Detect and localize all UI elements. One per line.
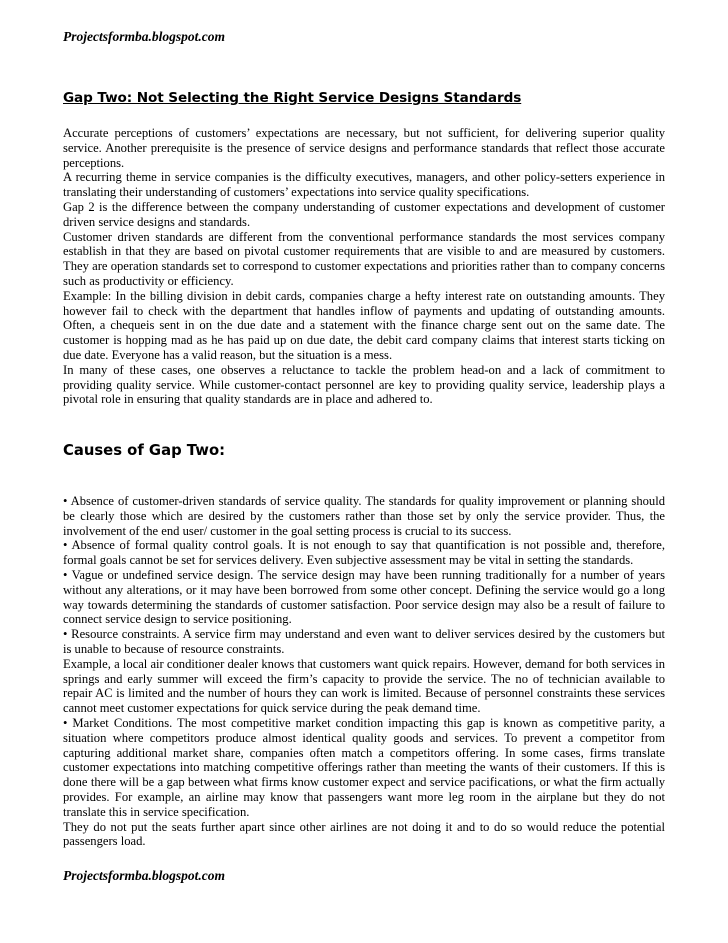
- paragraph: • Market Conditions. The most competitive market condition impacting this gap is known as competitive parity, a situation where competitors produce almost identical quality goods and services. To prevent a competitor from capturing additional market share, companies often match a competitors offering. In some cases, firms translate customer expectations into matching competitive offerings rather than meeting the wants of their customers. If this is done there will be a gap between what firms know customer expect and service pacifications, or what the firm actually provides. For example, an airline may know that passengers want more leg room in the airplane but they do not translate this in service specification.: [63, 715, 665, 819]
- paragraph: • Absence of formal quality control goals. It is not enough to say that quantification is not possible and, therefore, formal goals cannot be set for services delivery. Even subjective assessment may be vital in setting the standards.: [63, 538, 665, 568]
- section-title-causes: Causes of Gap Two:: [63, 442, 226, 459]
- paragraph: Gap 2 is the difference between the company understanding of customer expectations and development of customer driven service designs and standards.: [63, 199, 665, 229]
- paragraph: • Absence of customer-driven standards of service quality. The standards for quality improvement or planning should be clearly those which are desired by the customers rather than those set by only the service provider. Thus, the involvement of the end user/ customer in the goal setting process is crucial to its success.: [63, 494, 665, 538]
- paragraph: They do not put the seats further apart since other airlines are not doing it and to do so would reduce the potential passengers load.: [63, 819, 665, 849]
- paragraph: Accurate perceptions of customers’ expectations are necessary, but not sufficient, for delivering superior quality service. Another prerequisite is the presence of service designs and performance standards that reflect those accurate perceptions.: [63, 126, 665, 170]
- paragraph: In many of these cases, one observes a reluctance to tackle the problem head-on and a lack of commitment to providing quality service. While customer-contact personnel are key to providing quality service, leadership plays a pivotal role in ensuring that quality standards are in place and adhered to.: [63, 362, 665, 407]
- page-footer: Projectsformba.blogspot.com: [63, 868, 225, 883]
- paragraph: • Vague or undefined service design. The service design may have been running traditionally for a number of years without any alterations, or it may have been borrowed from some other concept. Defining the service would go a long way towards determining the standards of customer satisfaction. Poor service design may also be a result of failure to connect service design to service positioning.: [63, 567, 665, 627]
- paragraph: Customer driven standards are different from the conventional performance standards the most services company establish in that they are based on pivotal customer requirements that are visible to and are measured by customers. They are operation standards set to correspond to customer expectations and priorities rather than to company concerns such as productivity or efficiency.: [63, 229, 665, 288]
- section-title-gap-two: Gap Two: Not Selecting the Right Service Designs Standards: [63, 90, 522, 106]
- paragraph: A recurring theme in service companies is the difficulty executives, managers, and other policy-setters experience in translating their understanding of customers’ expectations into service quality specifications.: [63, 170, 665, 200]
- paragraph: Example, a local air conditioner dealer knows that customers want quick repairs. However, demand for both services in springs and early summer will exceed the firm’s capacity to provide the service. The no of technician available to repair AC is limited and the number of hours they can work is limited. Because of personnel constraints these services cannot meet customer expectations for quick service during the peak demand time.: [63, 656, 665, 716]
- section-body-causes: [63, 494, 665, 849]
- paragraph: • Resource constraints. A service firm may understand and even want to deliver services desired by the customers but is unable to because of resource constraints.: [63, 627, 665, 656]
- section-body-gap-two: [63, 126, 665, 407]
- page-header: Projectsformba.blogspot.com: [63, 29, 225, 44]
- paragraph: Example: In the billing division in debit cards, companies charge a hefty interest rate on outstanding amounts. They however fail to check with the department that handles inflow of payments and updating of outstanding amounts. Often, a chequeis sent in on the due date and a statement with the finance charge sent out on the same date. The customer is hopping mad as he has paid up on due date, the debit card company claims that interest starts ticking on due date. Everyone has a valid reason, but the situation is a mess.: [63, 288, 665, 362]
